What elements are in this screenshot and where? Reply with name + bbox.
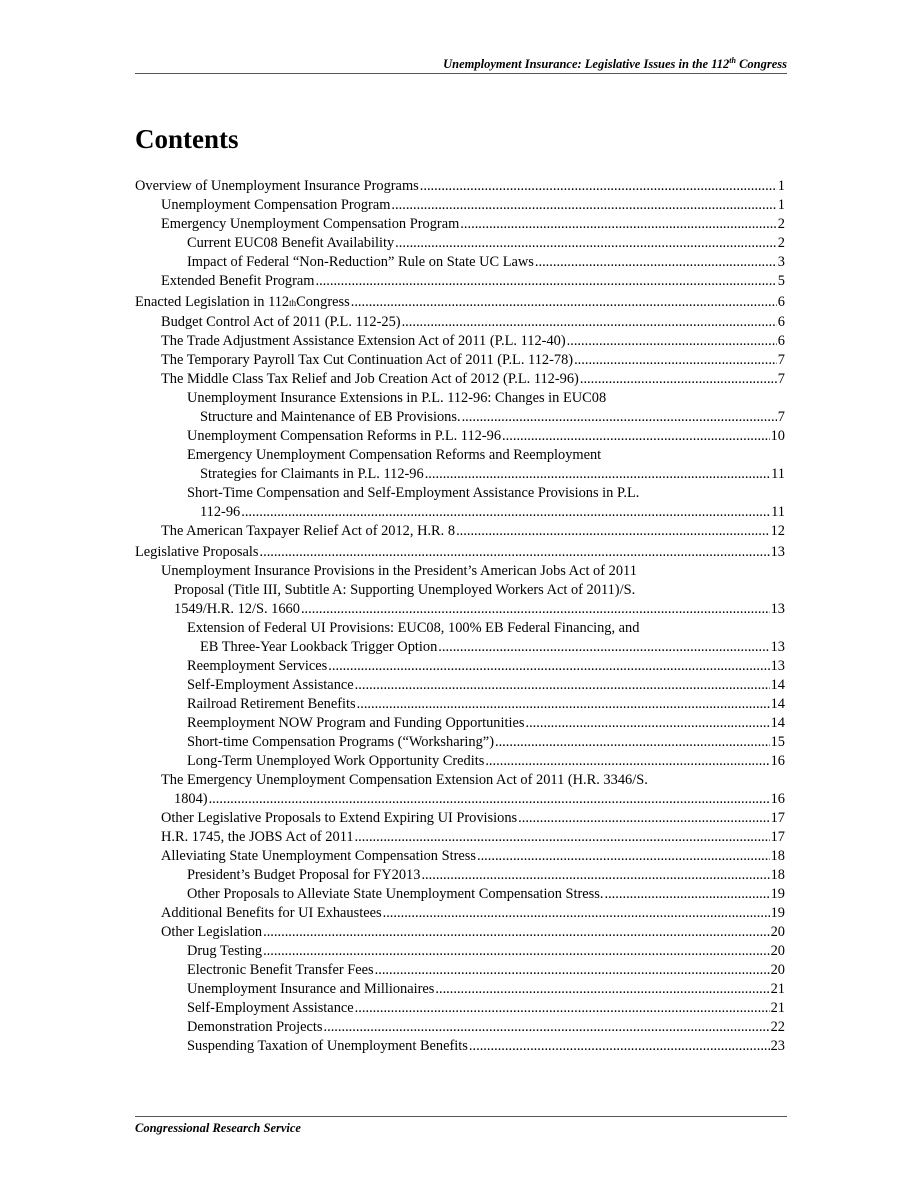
toc-leader-dots [328,657,769,676]
toc-page-number: 2 [777,235,785,251]
toc-entry[interactable] [135,866,785,885]
header-title-sup: th [729,56,736,65]
toc-page-number: 17 [770,829,785,845]
toc-leader-dots [351,293,777,312]
toc-entry-text: Additional Benefits for UI Exhaustees [161,905,382,921]
toc-leader-dots [260,543,770,562]
toc-entry[interactable] [135,1037,785,1056]
toc-entry-text: H.R. 1745, the JOBS Act of 2011 [161,829,354,845]
toc-page-number: 11 [771,466,785,482]
toc-entry[interactable] [135,695,785,714]
toc-page-number: 6 [777,333,785,349]
contents-title: Contents [135,124,239,154]
toc-entry-text: Proposal (Title III, Subtitle A: Supporting Unemployed Workers Act of 2011)/S. [174,582,636,598]
toc-page-number: 20 [770,924,785,940]
toc-page-number: 6 [777,314,785,330]
toc-entry-text: Electronic Benefit Transfer Fees [187,962,374,978]
toc-entry-text: Suspending Taxation of Unemployment Benefits [187,1038,468,1054]
toc-entry-text: Overview of Unemployment Insurance Programs [135,178,419,194]
toc-leader-dots [518,809,769,828]
toc-entry-text: The Trade Adjustment Assistance Extension Act of 2011 (P.L. 112-40) [161,333,566,349]
toc-leader-dots [420,177,777,196]
toc-leader-dots [580,370,777,389]
toc-entry[interactable] [135,733,785,752]
toc-entry[interactable] [135,961,785,980]
toc-entry[interactable] [135,215,785,234]
toc-entry[interactable] [135,427,785,446]
toc-page-number: 14 [770,677,785,693]
toc-entry[interactable] [135,657,785,676]
toc-page-number: 15 [770,734,785,750]
toc-leader-dots [301,600,770,619]
toc-page-number: 13 [770,544,785,560]
toc-entry[interactable] [135,809,785,828]
toc-leader-dots [495,733,770,752]
toc-entry-text: EB Three-Year Lookback Trigger Option [200,639,438,655]
toc-leader-dots [425,465,770,484]
toc-page-number: 6 [777,294,785,310]
toc-page-number: 20 [770,962,785,978]
toc-page-number: 21 [770,1000,785,1016]
toc-page-number: 22 [770,1019,785,1035]
toc-entry[interactable] [135,389,785,427]
toc-entry[interactable] [135,562,785,619]
toc-leader-dots [241,503,770,522]
toc-entry[interactable] [135,234,785,253]
toc-page-number: 21 [770,981,785,997]
toc-page-number: 10 [770,428,785,444]
toc-page-number: 19 [770,905,785,921]
toc-entry-text: Unemployment Insurance and Millionaires [187,981,435,997]
toc-entry[interactable] [135,351,785,370]
toc-entry-text: The American Taxpayer Relief Act of 2012, H.R. 8 [161,523,456,539]
toc-page-number: 18 [770,848,785,864]
toc-leader-dots [315,272,776,291]
toc-page-number: 14 [770,715,785,731]
toc-entry-text: Unemployment Compensation Reforms in P.L. 112-96 [187,428,502,444]
toc-leader-dots [525,714,769,733]
toc-leader-dots [477,847,770,866]
toc-entry-text: Emergency Unemployment Compensation Reforms and Reemployment [187,447,602,463]
toc-entry-text: Strategies for Claimants in P.L. 112-96 [200,466,424,482]
toc-leader-dots [421,866,769,885]
toc-page-number: 19 [770,886,785,902]
toc-entry-text: Long-Term Unemployed Work Opportunity Credits [187,753,485,769]
toc-leader-dots [324,1018,770,1037]
footer-divider [135,1116,787,1117]
toc-leader-dots [469,1037,770,1056]
toc-entry[interactable] [135,484,785,522]
toc-entry[interactable] [135,272,785,291]
toc-leader-dots [209,790,770,809]
toc-entry-sup: th [289,298,297,308]
toc-entry-text: Current EUC08 Benefit Availability [187,235,395,251]
toc-entry[interactable] [135,332,785,351]
toc-page-number: 23 [770,1038,785,1054]
table-of-contents [135,177,785,1056]
toc-entry-text: Legislative Proposals [135,544,259,560]
toc-entry-text: Reemployment Services [187,658,328,674]
toc-leader-dots [438,638,769,657]
toc-entry-suffix: Congress [296,294,350,310]
toc-page-number: 5 [777,273,785,289]
toc-leader-dots [263,942,770,961]
toc-leader-dots [383,904,770,923]
toc-entry[interactable] [135,313,785,332]
toc-page-number: 1 [777,197,785,213]
toc-leader-dots [402,313,777,332]
toc-page-number: 7 [777,409,785,425]
toc-entry[interactable] [135,522,785,541]
toc-page-number: 13 [770,601,785,617]
toc-entry-text: Unemployment Insurance Extensions in P.L. 112-96: Changes in EUC08 [187,390,607,406]
toc-leader-dots [435,980,769,999]
toc-entry[interactable] [135,752,785,771]
toc-page-number: 12 [770,523,785,539]
toc-entry-text: Demonstration Projects [187,1019,323,1035]
toc-page-number: 14 [770,696,785,712]
toc-entry-text: Other Proposals to Alleviate State Unemployment Compensation Stress. [187,886,604,902]
toc-leader-dots [485,752,769,771]
toc-page-number: 7 [777,371,785,387]
toc-entry-text: 112-96 [200,504,241,520]
toc-entry[interactable] [135,177,785,196]
toc-entry[interactable] [135,923,785,942]
toc-entry-text: 1804) [174,791,208,807]
toc-leader-dots [395,234,777,253]
toc-entry-text: The Emergency Unemployment Compensation Extension Act of 2011 (H.R. 3346/S. [161,772,648,788]
toc-entry-text: Other Legislation [161,924,263,940]
toc-entry-text: Short-Time Compensation and Self-Employment Assistance Provisions in P.L. [187,485,640,501]
toc-entry[interactable] [135,370,785,389]
toc-page-number: 1 [777,178,785,194]
toc-entry-text: Other Legislative Proposals to Extend Expiring UI Provisions [161,810,518,826]
header-divider [135,73,787,74]
toc-leader-dots [460,215,777,234]
toc-entry[interactable] [135,942,785,961]
toc-page-number: 7 [777,352,785,368]
toc-page-number: 13 [770,639,785,655]
toc-entry-text: Enacted Legislation in 112 [135,294,290,310]
toc-page-number: 16 [770,753,785,769]
toc-entry[interactable] [135,714,785,733]
toc-leader-dots [357,695,770,714]
toc-entry[interactable] [135,980,785,999]
toc-page-number: 13 [770,658,785,674]
toc-entry-text: Alleviating State Unemployment Compensation Stress [161,848,476,864]
toc-page-number: 11 [771,504,785,520]
toc-leader-dots [391,196,776,215]
toc-page-number: 18 [770,867,785,883]
toc-page-number: 16 [770,791,785,807]
running-footer: Congressional Research Service [135,1121,301,1135]
toc-entry[interactable] [135,196,785,215]
toc-entry-text: Unemployment Insurance Provisions in the President’s American Jobs Act of 2011 [161,563,637,579]
toc-entry-text: Self-Employment Assistance [187,1000,354,1016]
toc-entry[interactable] [135,446,785,484]
toc-entry[interactable] [135,293,785,313]
toc-entry[interactable] [135,619,785,657]
toc-entry[interactable] [135,543,785,562]
toc-entry-text: Extension of Federal UI Provisions: EUC08, 100% EB Federal Financing, and [187,620,640,636]
toc-leader-dots [574,351,777,370]
toc-leader-dots [535,253,777,272]
toc-entry-text: Impact of Federal “Non-Reduction” Rule on State UC Laws [187,254,534,270]
toc-entry-text: Railroad Retirement Benefits [187,696,356,712]
toc-entry-text: Drug Testing [187,943,263,959]
toc-entry-text: President’s Budget Proposal for FY2013 [187,867,421,883]
toc-entry-text: Extended Benefit Program [161,273,315,289]
header-title-prefix: Unemployment Insurance: Legislative Issues in the 112 [443,57,730,72]
toc-entry-text: Short-time Compensation Programs (“Worksharing”) [187,734,494,750]
toc-entry[interactable] [135,828,785,847]
toc-entry[interactable] [135,253,785,272]
toc-entry-text: 1549/H.R. 12/S. 1660 [174,601,300,617]
toc-leader-dots [355,676,770,695]
toc-leader-dots [355,828,770,847]
toc-leader-dots [456,522,770,541]
toc-entry-text: Budget Control Act of 2011 (P.L. 112-25) [161,314,401,330]
header-title-suffix: Congress [735,57,787,72]
toc-leader-dots [375,961,770,980]
toc-leader-dots [462,408,777,427]
toc-entry[interactable] [135,676,785,695]
toc-leader-dots [502,427,770,446]
toc-leader-dots [567,332,777,351]
running-header [135,56,787,72]
toc-page-number: 17 [770,810,785,826]
toc-entry-text: The Middle Class Tax Relief and Job Creation Act of 2012 (P.L. 112-96) [161,371,579,387]
toc-entry[interactable] [135,885,785,904]
toc-entry[interactable] [135,904,785,923]
toc-entry-text: Emergency Unemployment Compensation Program [161,216,460,232]
toc-entry[interactable] [135,999,785,1018]
toc-entry[interactable] [135,847,785,866]
toc-entry[interactable] [135,771,785,809]
toc-entry-text: Unemployment Compensation Program [161,197,391,213]
toc-entry[interactable] [135,1018,785,1037]
toc-page-number: 20 [770,943,785,959]
toc-page-number: 3 [777,254,785,270]
toc-leader-dots [263,923,770,942]
toc-entry-text: Self-Employment Assistance [187,677,354,693]
toc-leader-dots [355,999,770,1018]
toc-entry-text: The Temporary Payroll Tax Cut Continuation Act of 2011 (P.L. 112-78) [161,352,574,368]
toc-leader-dots [604,885,769,904]
toc-entry-text: Reemployment NOW Program and Funding Opportunities [187,715,525,731]
toc-entry-text: Structure and Maintenance of EB Provisions. [200,409,461,425]
toc-page-number: 2 [777,216,785,232]
